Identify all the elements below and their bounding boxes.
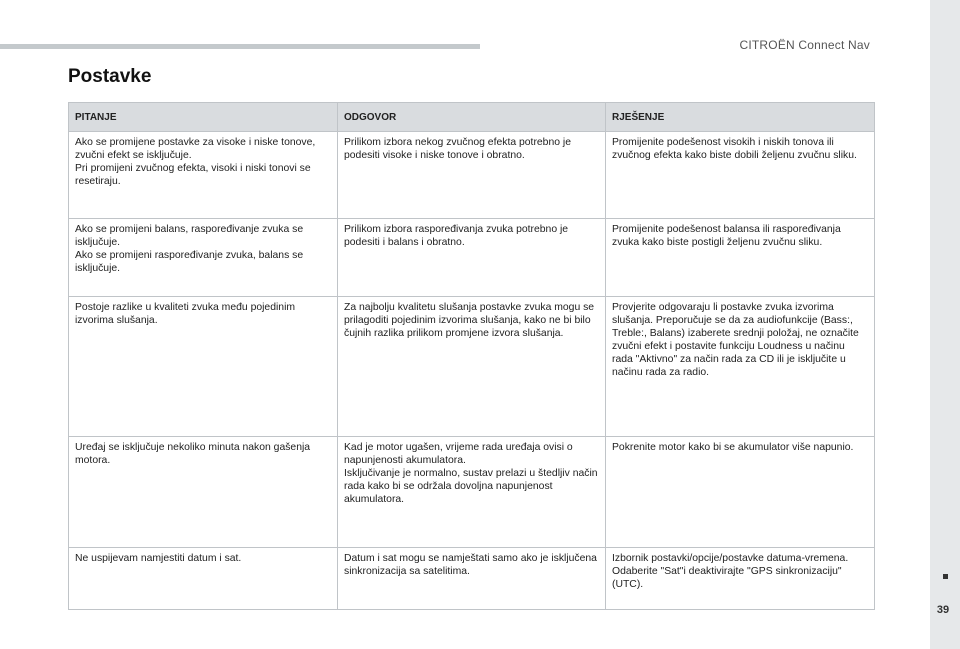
column-header-solution: RJEŠENJE: [606, 103, 875, 132]
solution-cell: [606, 437, 875, 548]
brand-label: CITROËN Connect Nav: [739, 38, 870, 52]
answer-text: Prilikom izbora nekog zvučnog efekta potrebno je podesiti visoke i niske tonove i obratno.: [344, 137, 571, 161]
solution-cell: [606, 132, 875, 219]
column-header-question: PITANJE: [69, 103, 338, 132]
table-row: [69, 548, 875, 610]
answer-text: Datum i sat mogu se namještati samo ako je isključena sinkronizacija sa satelitima.: [344, 553, 597, 577]
bullet-marker-icon: [943, 574, 948, 579]
page-number: 39: [936, 604, 950, 616]
solution-cell: [606, 297, 875, 437]
table-row: [69, 219, 875, 297]
solution-cell: [606, 548, 875, 610]
answer-cell: [338, 219, 606, 297]
solution-text: Promijenite podešenost visokih i niskih tonova ili zvučnog efekta kako biste dobili željenu zvučnu sliku.: [612, 137, 857, 161]
header-rule: [0, 44, 480, 49]
solution-text: Pokrenite motor kako bi se akumulator više napunio.: [612, 442, 854, 453]
question-cell: [69, 437, 338, 548]
solution-text: Promijenite podešenost balansa ili raspoređivanja zvuka kako biste postigli željenu zvučnu sliku.: [612, 224, 841, 248]
table-row: [69, 437, 875, 548]
solution-cell: [606, 219, 875, 297]
question-cell: [69, 548, 338, 610]
question-text: Uređaj se isključuje nekoliko minuta nakon gašenja motora.: [75, 442, 311, 466]
answer-cell: [338, 548, 606, 610]
question-text: Postoje razlike u kvaliteti zvuka među pojedinim izvorima slušanja.: [75, 302, 296, 326]
question-cell: [69, 297, 338, 437]
solution-text: Provjerite odgovaraju li postavke zvuka izvorima slušanja. Preporučuje se da za audiofunkcije (Bass:, Treble:, Balans) izaberete srednji položaj, ne označite zvučni efekt i postavite funkciju Loudness u načinu rada "Aktivno" za način rada za CD ili je isključite u načinu rada za radio.: [612, 302, 859, 378]
question-cell: [69, 132, 338, 219]
solution-text: Izbornik postavki/opcije/postavke datuma-vremena. Odaberite "Sat"i deaktivirajte "GPS sinkronizaciju" (UTC).: [612, 553, 849, 590]
question-cell: [69, 219, 338, 297]
answer-cell: [338, 437, 606, 548]
answer-cell: [338, 297, 606, 437]
question-text: Ne uspijevam namjestiti datum i sat.: [75, 553, 242, 564]
answer-text: Kad je motor ugašen, vrijeme rada uređaja ovisi o napunjenosti akumulatora. Isključivanje je normalno, sustav prelazi u štedljiv način rada kako bi se održala dovoljna napunjenost akumulatora.: [344, 442, 598, 505]
faq-table: [68, 102, 875, 610]
answer-cell: [338, 132, 606, 219]
question-text: Ako se promijeni balans, raspoređivanje zvuka se isključuje. Ako se promijeni raspoređivanje zvuka, balans se isključuje.: [75, 224, 304, 274]
table-row: [69, 297, 875, 437]
question-text: Ako se promijene postavke za visoke i niske tonove, zvučni efekt se isključuje. Pri promijeni zvučnog efekta, visoki i niski tonovi se resetiraju.: [75, 137, 316, 187]
table-row: [69, 132, 875, 219]
answer-text: Prilikom izbora raspoređivanja zvuka potrebno je podesiti i balans i obratno.: [344, 224, 569, 248]
page-title: Postavke: [68, 66, 152, 87]
table-header-row: [69, 103, 875, 132]
answer-text: Za najbolju kvalitetu slušanja postavke zvuka mogu se prilagoditi pojedinim izvorima slušanja, kako ne bi bilo čujnih razlika prilikom promjene izvora slušanja.: [344, 302, 595, 339]
page-side-margin: [930, 0, 960, 649]
column-header-answer: ODGOVOR: [338, 103, 606, 132]
